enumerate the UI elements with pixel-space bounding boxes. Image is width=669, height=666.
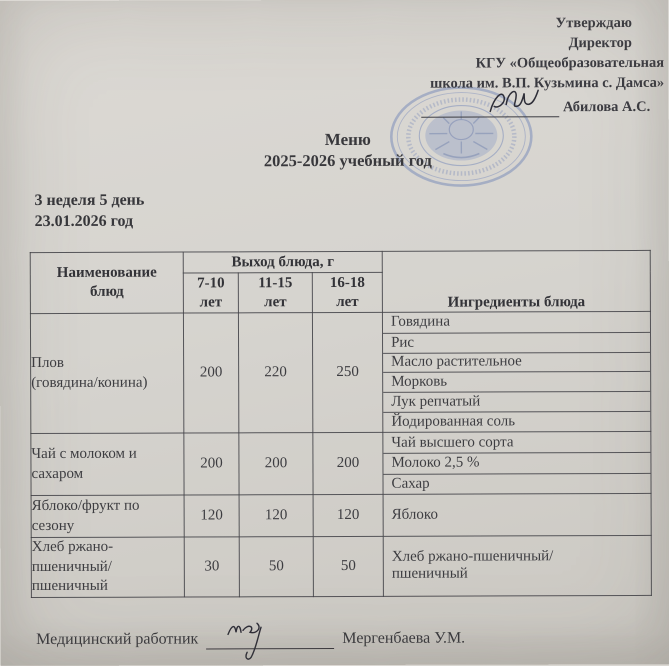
- date-block: [35, 191, 145, 232]
- week-day-line: 3 неделя 5 день: [34, 191, 145, 210]
- ingredient: Рис: [383, 332, 650, 353]
- ingredient: Масло растительное: [383, 351, 650, 372]
- ingredient: Молоко 2,5 %: [383, 452, 650, 473]
- date-line: 23.01.2026 год: [34, 212, 134, 230]
- director-name: Абилова А.С.: [562, 98, 651, 116]
- portion-11-15: 220: [238, 313, 312, 433]
- portion-16-18: 250: [312, 312, 382, 432]
- ingredient: Говядина: [390, 313, 450, 331]
- ingredient: Хлеб ржано-пшеничный/ пшеничный: [391, 547, 554, 582]
- table-row: [31, 431, 651, 495]
- approval-line: КГУ «Общеобразовательная: [475, 54, 665, 72]
- portion-7-10: 120: [184, 495, 239, 537]
- ingredient: Сахар: [384, 472, 651, 493]
- medical-worker-label: Медицинский работник: [36, 630, 199, 649]
- portion-7-10: 200: [184, 433, 239, 495]
- director-signature-row: [324, 95, 664, 118]
- signature-line: [206, 632, 334, 649]
- ingredient: Яблоко: [391, 506, 438, 523]
- portion-16-18: 120: [313, 494, 383, 536]
- ingredients-cell: [383, 535, 651, 595]
- director-signature-icon: [484, 85, 546, 115]
- approval-line: Утверждаю: [555, 14, 632, 32]
- medical-worker-signature-row: [36, 629, 465, 650]
- ingredient: Морковь: [383, 371, 650, 392]
- medical-worker-name: Мергенбаева У.М.: [342, 629, 466, 647]
- dish-name: Яблоко/фрукт по сезону: [31, 495, 184, 538]
- dish-name: Плов (говядина/конина): [30, 313, 183, 434]
- portion-11-15: 50: [239, 537, 313, 597]
- col-header-dish-name: Наименование блюд: [30, 252, 183, 314]
- col-header-age-16-18: 16-18 лет: [312, 272, 382, 312]
- ingredient: Лук репчатый: [383, 391, 650, 412]
- dish-name: Чай с молоком и сахаром: [31, 433, 184, 496]
- menu-table: [30, 250, 652, 598]
- table-row: [30, 311, 650, 433]
- col-header-ingredients: Ингредиенты блюда: [382, 250, 650, 312]
- approval-block: [324, 13, 664, 118]
- table-row: [31, 493, 651, 537]
- ingredient: Йодированная соль: [383, 411, 650, 432]
- dish-name: Хлеб ржано- пшеничный/ пшеничный: [31, 537, 184, 597]
- portion-11-15: 120: [239, 495, 313, 537]
- col-header-age-7-10: 7-10 лет: [183, 273, 238, 313]
- document-title: [13, 129, 669, 172]
- ingredient: Чай высшего сорта: [391, 434, 514, 451]
- portion-11-15: 200: [239, 433, 313, 495]
- portion-7-10: 30: [184, 537, 239, 597]
- col-header-age-11-15: 11-15 лет: [238, 273, 312, 313]
- table-row: [31, 535, 651, 597]
- ingredients-cell: [383, 431, 651, 494]
- title-school-year: 2025-2026 учебный год: [263, 150, 432, 171]
- title-menu: Меню: [324, 129, 371, 150]
- portion-16-18: 200: [313, 432, 383, 494]
- ingredients-cell: [383, 493, 651, 536]
- approval-line: Директор: [568, 34, 633, 52]
- ingredients-cell: [382, 311, 650, 432]
- col-header-output: Выход блюда, г: [183, 251, 382, 273]
- portion-16-18: 50: [313, 536, 383, 596]
- medical-worker-signature-icon: [224, 618, 284, 660]
- portion-7-10: 200: [183, 313, 238, 433]
- approval-line: школа им. В.П. Кузьмина с. Дамса»: [430, 74, 665, 92]
